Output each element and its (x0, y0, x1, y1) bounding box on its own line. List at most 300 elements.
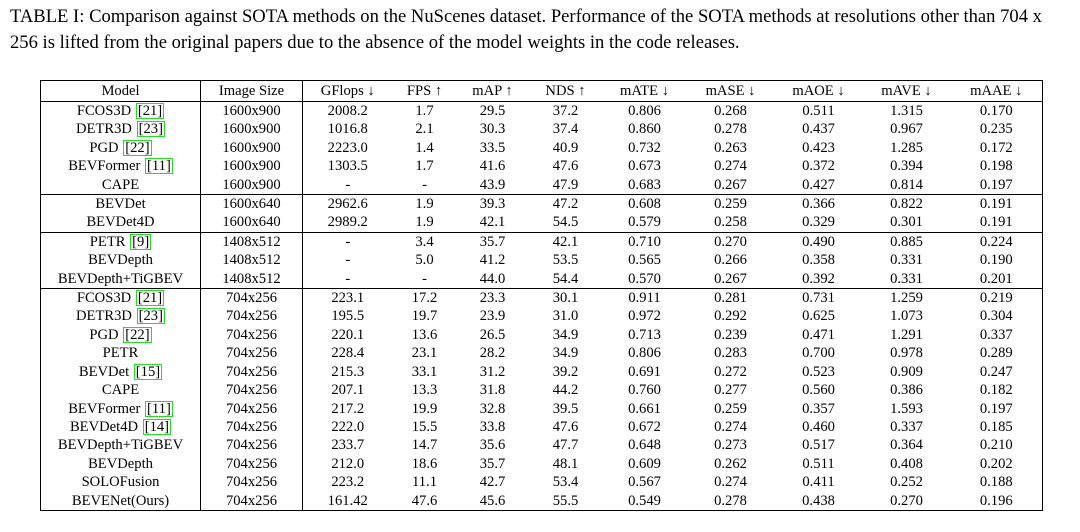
value-cell: 55.5 (529, 492, 603, 511)
value-cell: 42.7 (479, 474, 506, 491)
value-cell: 0.258 (714, 214, 747, 231)
value-cell: 47.9 (552, 176, 579, 193)
model-cell (41, 381, 201, 399)
value-cell: 0.427 (802, 176, 835, 193)
model-name: CAPE (101, 382, 140, 399)
caption-label: TABLE I: (10, 6, 85, 27)
model-name: BEVDepth (88, 252, 153, 269)
value-cell: 23.3 (457, 289, 529, 308)
table-row (41, 307, 1043, 325)
citation-link[interactable]: [21] (137, 103, 163, 119)
value-cell: 0.579 (628, 214, 661, 231)
value-cell: 1303.5 (327, 158, 368, 175)
value-cell: 0.196 (951, 492, 1043, 511)
value-cell: 30.3 (479, 121, 506, 138)
model-cell (41, 270, 201, 289)
table-row (41, 436, 1043, 454)
model-cell (41, 473, 201, 491)
model-name: PETR (102, 345, 139, 362)
value-cell: - (422, 176, 427, 193)
value-cell: 0.560 (802, 382, 835, 399)
value-cell: 31.8 (479, 382, 506, 399)
value-cell: 47.7 (552, 437, 579, 454)
value-cell: 0.304 (951, 307, 1043, 325)
value-cell: 0.437 (802, 121, 835, 138)
value-cell: 0.224 (951, 232, 1043, 251)
value-cell: 0.372 (802, 158, 835, 175)
value-cell: 0.329 (802, 214, 835, 231)
value-cell: 11.1 (412, 474, 437, 491)
model-name: FCOS3D (76, 103, 132, 119)
model-name: SOLOFusion (81, 474, 160, 491)
value-cell: 0.713 (628, 326, 661, 343)
value-cell: 35.6 (479, 437, 506, 454)
citation-link[interactable]: [21] (137, 290, 163, 307)
value-cell: 5.0 (415, 252, 434, 269)
value-cell: 39.2 (552, 363, 579, 380)
column-header: NDS ↑ (529, 81, 603, 102)
value-cell: 0.608 (603, 195, 687, 214)
value-cell: 0.885 (863, 232, 951, 251)
model-name: BEVENet(Ours) (71, 492, 170, 509)
model-name: PGD (89, 326, 119, 343)
value-cell: 704x256 (201, 418, 303, 436)
value-cell: 0.523 (802, 363, 835, 380)
value-cell: 0.673 (628, 158, 661, 175)
value-cell: 32.8 (479, 400, 506, 417)
value-cell: 1.7 (415, 103, 434, 119)
value-cell: 44.2 (552, 382, 579, 399)
column-header: mAP ↑ (457, 81, 529, 102)
value-cell: 1.9 (393, 195, 457, 214)
value-cell: 0.358 (802, 252, 835, 269)
value-cell: 207.1 (331, 382, 365, 399)
value-cell: 233.7 (331, 437, 365, 454)
citation-number: 15 (140, 363, 156, 380)
model-name: FCOS3D (76, 290, 132, 307)
citation-number: 23 (143, 121, 159, 138)
table-row (41, 363, 1043, 381)
value-cell: 1.291 (890, 326, 923, 343)
value-cell: 1600x900 (201, 139, 303, 157)
value-cell: 0.202 (951, 455, 1043, 473)
value-cell: 41.2 (479, 252, 506, 269)
table-row (41, 418, 1043, 436)
value-cell: 0.273 (714, 437, 747, 454)
value-cell: 704x256 (201, 400, 303, 418)
value-cell: 39.3 (457, 195, 529, 214)
model-name: CAPE (101, 176, 140, 193)
model-name: BEVDepth+TiGBEV (57, 270, 184, 287)
value-cell: 35.7 (479, 455, 506, 472)
value-cell: 1600x640 (201, 195, 303, 214)
value-cell: 26.5 (479, 326, 506, 343)
model-name: BEVDet (78, 363, 130, 380)
value-cell: 1600x640 (201, 213, 303, 232)
table-row (41, 102, 1043, 121)
value-cell: 15.5 (411, 418, 438, 435)
value-cell: 2008.2 (327, 103, 368, 119)
value-cell: 0.806 (628, 103, 661, 119)
value-cell: 0.278 (714, 121, 747, 138)
value-cell: 0.570 (628, 270, 661, 287)
value-cell: 217.2 (331, 400, 365, 417)
value-cell: 0.408 (890, 455, 923, 472)
column-header: Model (41, 81, 201, 102)
value-cell: 212.0 (331, 455, 365, 472)
value-cell: 0.565 (628, 252, 661, 269)
value-cell: 704x256 (201, 381, 303, 399)
model-cell (41, 139, 201, 157)
column-header: mAVE ↓ (863, 81, 951, 102)
value-cell: 0.292 (714, 308, 747, 325)
value-cell: 215.3 (331, 363, 365, 380)
value-cell: 1600x900 (201, 176, 303, 195)
value-cell: 0.967 (890, 121, 923, 138)
value-cell: 39.5 (552, 400, 579, 417)
value-cell: 704x256 (201, 289, 303, 308)
model-name: BEVFormer (68, 400, 141, 417)
value-cell: 0.267 (714, 270, 747, 287)
value-cell: 0.672 (628, 418, 661, 435)
value-cell: 1600x900 (201, 157, 303, 175)
value-cell: 0.331 (890, 252, 923, 269)
value-cell: 0.198 (951, 157, 1043, 175)
value-cell: 23.1 (411, 345, 438, 362)
model-name: BEVDepth+TiGBEV (57, 437, 184, 454)
value-cell: 704x256 (201, 307, 303, 325)
value-cell: 28.2 (479, 345, 506, 362)
value-cell: 1408x512 (201, 251, 303, 269)
value-cell: 47.6 (552, 418, 579, 435)
value-cell: 0.252 (890, 474, 923, 491)
model-cell (41, 418, 201, 436)
value-cell: 2962.6 (303, 195, 393, 214)
table-row (41, 381, 1043, 399)
table-row (41, 251, 1043, 269)
citation-link[interactable]: [23] (138, 308, 163, 325)
value-cell: 1.9 (415, 214, 434, 231)
value-cell: - (422, 270, 427, 287)
value-cell: 0.490 (775, 232, 863, 251)
caption-text: Comparison against SOTA methods on the NuScenes dataset. Performance of the SOTA methods at resolutions other than 704 x 256 is lifted from the original papers due to the absence of the model weights in the code releases. (10, 6, 1042, 53)
model-cell (41, 344, 201, 362)
value-cell: 0.266 (714, 252, 747, 269)
value-cell: 0.210 (951, 436, 1043, 454)
value-cell: 0.386 (890, 382, 923, 399)
value-cell: 0.274 (714, 418, 747, 435)
value-cell: 0.549 (603, 492, 687, 511)
table-caption (10, 4, 1072, 56)
value-cell: 0.259 (714, 400, 747, 417)
value-cell: 0.691 (628, 363, 661, 380)
model-name: PETR (89, 233, 126, 250)
value-cell: 704x256 (201, 473, 303, 491)
value-cell: 222.0 (331, 418, 365, 435)
column-header: mAOE ↓ (775, 81, 863, 102)
value-cell: 0.337 (890, 418, 923, 435)
table-row (41, 400, 1043, 418)
value-cell: 0.648 (628, 437, 661, 454)
value-cell: 0.357 (802, 400, 835, 417)
model-name: BEVDet4D (86, 214, 155, 231)
citation-number: 11 (151, 158, 166, 175)
value-cell: 0.337 (951, 326, 1043, 344)
value-cell: 0.366 (775, 195, 863, 214)
value-cell: 0.172 (951, 139, 1043, 157)
citation-link[interactable]: [14] (144, 418, 170, 435)
value-cell: 220.1 (331, 326, 365, 343)
value-cell: 0.235 (951, 120, 1043, 138)
value-cell: 35.7 (457, 232, 529, 251)
value-cell: 0.170 (951, 102, 1043, 121)
model-cell (41, 307, 201, 325)
value-cell: 0.219 (951, 289, 1043, 308)
value-cell: 0.460 (802, 418, 835, 435)
value-cell: 0.392 (802, 270, 835, 287)
value-cell: 1408x512 (201, 270, 303, 289)
column-header: mATE ↓ (603, 81, 687, 102)
value-cell: 704x256 (201, 363, 303, 381)
value-cell: 44.0 (479, 270, 506, 287)
value-cell: 0.289 (951, 344, 1043, 362)
value-cell: 223.2 (331, 474, 365, 491)
value-cell: 1.073 (890, 308, 923, 325)
value-cell: 0.911 (603, 289, 687, 308)
results-table (40, 80, 1043, 511)
value-cell: 48.1 (552, 455, 579, 472)
column-header: mAAE ↓ (951, 81, 1043, 102)
value-cell: 223.1 (303, 289, 393, 308)
table-row (41, 326, 1043, 344)
column-header: Image Size (201, 81, 303, 102)
value-cell: 1.259 (863, 289, 951, 308)
value-cell: 0.190 (951, 251, 1043, 269)
model-cell (41, 363, 201, 381)
citation-link[interactable]: [9] (132, 233, 150, 250)
value-cell: 1.4 (415, 139, 434, 156)
value-cell: 0.283 (714, 345, 747, 362)
value-cell: 30.1 (529, 289, 603, 308)
value-cell: 0.274 (714, 474, 747, 491)
value-cell: 0.760 (628, 382, 661, 399)
value-cell: 34.9 (552, 326, 579, 343)
value-cell: - (345, 252, 351, 269)
model-cell (41, 195, 201, 214)
value-cell: 19.7 (411, 308, 438, 325)
value-cell: 0.661 (628, 400, 661, 417)
model-cell (41, 251, 201, 269)
model-cell (41, 436, 201, 454)
value-cell: 42.1 (529, 232, 603, 251)
value-cell: 1.285 (890, 139, 923, 156)
value-cell: 0.517 (802, 437, 835, 454)
value-cell: 0.277 (714, 382, 747, 399)
value-cell: 18.6 (411, 455, 438, 472)
table-row (41, 139, 1043, 157)
value-cell: 2989.2 (327, 214, 368, 231)
value-cell: 0.364 (890, 437, 923, 454)
value-cell: 23.9 (479, 308, 506, 325)
value-cell: 33.5 (479, 139, 506, 156)
model-cell (41, 400, 201, 418)
value-cell: 0.188 (951, 473, 1043, 491)
value-cell: 704x256 (201, 436, 303, 454)
model-cell (41, 157, 201, 175)
value-cell: 0.262 (714, 455, 747, 472)
value-cell: 3.4 (393, 232, 457, 251)
value-cell: 0.609 (628, 455, 661, 472)
column-header: GFlops ↓ (303, 81, 393, 102)
model-cell (41, 213, 201, 232)
column-header: FPS ↑ (393, 81, 457, 102)
value-cell: 0.394 (890, 158, 923, 175)
table-row (41, 270, 1043, 289)
value-cell: 0.259 (687, 195, 775, 214)
value-cell: 0.732 (628, 139, 661, 156)
model-name: BEVDet4D (69, 418, 139, 435)
model-cell (41, 102, 201, 121)
value-cell: 2223.0 (327, 139, 368, 156)
table-row (41, 120, 1043, 138)
value-cell: 0.511 (802, 455, 835, 472)
value-cell: 0.438 (775, 492, 863, 511)
value-cell: 54.4 (552, 270, 579, 287)
citation-number: 11 (151, 400, 166, 417)
value-cell: 0.267 (714, 176, 747, 193)
value-cell: 13.6 (411, 326, 438, 343)
value-cell: 0.972 (628, 308, 661, 325)
model-cell (41, 176, 201, 195)
model-name: PGD (89, 139, 119, 156)
value-cell: 0.683 (628, 176, 661, 193)
citation-link[interactable]: [23] (138, 121, 163, 138)
value-cell: 1.7 (415, 158, 434, 175)
model-name: DETR3D (76, 308, 132, 325)
citation-link[interactable]: [11] (147, 158, 171, 175)
citation-number: 14 (149, 418, 165, 435)
value-cell: 0.197 (951, 176, 1043, 195)
model-cell (41, 289, 201, 308)
value-cell: 0.263 (714, 139, 747, 156)
value-cell: 0.411 (802, 474, 835, 491)
citation-number: 21 (142, 290, 158, 307)
value-cell: 37.4 (552, 121, 579, 138)
value-cell: 40.9 (552, 139, 579, 156)
table-row (41, 213, 1043, 232)
value-cell: 0.567 (628, 474, 661, 491)
model-cell (41, 232, 201, 251)
value-cell: 37.2 (552, 103, 579, 119)
table-row (41, 289, 1043, 308)
value-cell: 17.2 (393, 289, 457, 308)
value-cell: 47.6 (393, 492, 457, 511)
model-name: DETR3D (76, 121, 132, 138)
value-cell: 1600x900 (201, 102, 303, 121)
value-cell: 13.3 (411, 382, 438, 399)
value-cell: 43.9 (479, 176, 506, 193)
value-cell: 19.9 (411, 400, 438, 417)
table-row (41, 492, 1043, 511)
value-cell: 45.6 (457, 492, 529, 511)
value-cell: 0.822 (863, 195, 951, 214)
value-cell: 47.6 (552, 158, 579, 175)
value-cell: 704x256 (201, 455, 303, 473)
value-cell: - (303, 232, 393, 251)
value-cell: 1.315 (890, 103, 923, 119)
table-row (41, 455, 1043, 473)
value-cell: 0.710 (603, 232, 687, 251)
value-cell: 0.239 (714, 326, 747, 343)
value-cell: 228.4 (331, 345, 365, 362)
table-row (41, 473, 1043, 491)
value-cell: 0.201 (951, 270, 1043, 289)
value-cell: 0.806 (628, 345, 661, 362)
value-cell: 33.8 (479, 418, 506, 435)
value-cell: 0.197 (951, 400, 1043, 418)
citation-link[interactable]: [22] (125, 139, 150, 156)
citation-number: 9 (137, 233, 145, 250)
citation-link[interactable]: [11] (147, 400, 171, 417)
value-cell: 161.42 (303, 492, 393, 511)
value-cell: 31.0 (552, 308, 579, 325)
value-cell: 0.281 (687, 289, 775, 308)
value-cell: 0.278 (687, 492, 775, 511)
value-cell: 1408x512 (201, 232, 303, 251)
table-row (41, 344, 1043, 362)
value-cell: 0.270 (687, 232, 775, 251)
value-cell: 195.5 (331, 308, 365, 325)
value-cell: 704x256 (201, 326, 303, 344)
citation-link[interactable]: [15] (135, 363, 161, 380)
model-cell (41, 120, 201, 138)
citation-link[interactable]: [22] (125, 326, 150, 343)
value-cell: 0.268 (714, 103, 747, 119)
value-cell: 0.511 (802, 103, 835, 119)
model-name: BEVDet (95, 196, 146, 213)
value-cell: 41.6 (479, 158, 506, 175)
column-header: mASE ↓ (687, 81, 775, 102)
value-cell: 47.2 (529, 195, 603, 214)
value-cell: 0.625 (802, 308, 835, 325)
model-name: BEVDepth (88, 455, 153, 472)
value-cell: 0.423 (802, 139, 835, 156)
value-cell: 53.4 (552, 474, 579, 491)
citation-number: 23 (143, 308, 159, 325)
model-cell (41, 455, 201, 473)
header-row (41, 81, 1043, 102)
value-cell: 0.860 (628, 121, 661, 138)
value-cell: 704x256 (201, 344, 303, 362)
value-cell: 704x256 (201, 492, 303, 511)
value-cell: 33.1 (411, 363, 438, 380)
value-cell: 0.270 (863, 492, 951, 511)
value-cell: 0.182 (951, 381, 1043, 399)
value-cell: 0.814 (890, 176, 923, 193)
value-cell: 0.185 (951, 418, 1043, 436)
value-cell: 0.191 (951, 195, 1043, 214)
value-cell: 1600x900 (201, 120, 303, 138)
value-cell: 42.1 (479, 214, 506, 231)
value-cell: 31.2 (479, 363, 506, 380)
value-cell: 0.731 (775, 289, 863, 308)
model-cell (41, 326, 201, 344)
value-cell: 0.331 (890, 270, 923, 287)
value-cell: 1.593 (890, 400, 923, 417)
value-cell: 0.272 (714, 363, 747, 380)
table-row (41, 232, 1043, 251)
value-cell: 0.909 (890, 363, 923, 380)
